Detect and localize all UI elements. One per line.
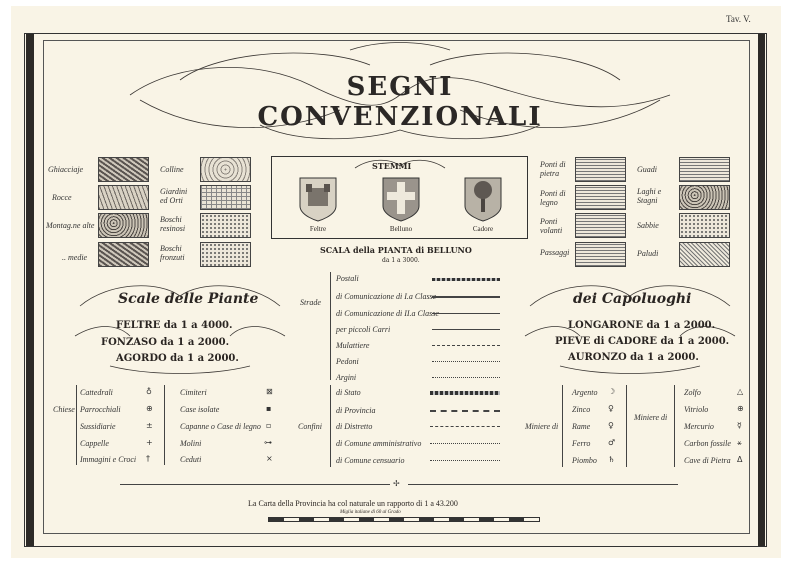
ford-swatch bbox=[679, 157, 730, 182]
terrain-label-rock: Rocce bbox=[52, 193, 72, 202]
chiese-brace bbox=[76, 385, 77, 465]
strada-argini: Argini bbox=[336, 373, 357, 382]
confine-comune-amm-line bbox=[430, 443, 500, 444]
lake-swatch bbox=[679, 185, 730, 210]
mine-vitriolo: Vitriolo bbox=[684, 405, 709, 414]
miniere2-brace bbox=[674, 385, 675, 467]
sand-swatch bbox=[679, 213, 730, 238]
piante-row-agordo: AGORDO da 1 a 2000. bbox=[116, 353, 239, 364]
mine-argento: Argento bbox=[572, 388, 598, 397]
strada-pedoni-line bbox=[432, 361, 500, 362]
piante-row-fonzaso: FONZASO da 1 a 2000. bbox=[101, 337, 230, 348]
mid-mountain-swatch bbox=[98, 242, 149, 267]
confine-stato-line bbox=[430, 391, 500, 395]
vitriol-icon: ⊕ bbox=[737, 404, 744, 413]
cemetery-icon: ⊠ bbox=[266, 387, 273, 396]
strada-prima-classe: di Comunicazione di I.a Classe bbox=[336, 292, 437, 301]
zinc-icon: ♀ bbox=[608, 404, 614, 413]
hill-swatch bbox=[200, 157, 251, 182]
quarry-icon: Δ bbox=[737, 455, 743, 464]
ferry-bridge-swatch bbox=[575, 213, 626, 238]
chiesa-cattedrali: Cattedrali bbox=[80, 388, 113, 397]
wayside-cross-icon: † bbox=[146, 454, 150, 463]
frame-bar-left bbox=[26, 34, 34, 546]
confini-brace bbox=[330, 385, 331, 467]
chiesa-immagini: Immagini e Croci bbox=[80, 455, 137, 464]
building-case-isolate: Case isolate bbox=[180, 405, 220, 414]
piante-row-feltre: FELTRE da 1 a 4000. bbox=[116, 320, 233, 331]
strada-mulattiere: Mulattiere bbox=[336, 341, 370, 350]
footer-rule-left bbox=[120, 484, 390, 485]
terrain-label-passage: Passaggi bbox=[540, 248, 570, 257]
terrain-label-lake: Laghi e Stagni bbox=[637, 187, 662, 205]
strada-seconda-classe: di Comunicazione di II.a Classe bbox=[336, 309, 439, 318]
capoluoghi-row-longarone: LONGARONE da 1 a 2000. bbox=[568, 320, 716, 331]
sulfur-icon: △ bbox=[737, 387, 744, 396]
cathedral-icon: ♁ bbox=[146, 387, 152, 396]
hut-icon: ▫ bbox=[266, 421, 272, 430]
confine-stato: di Stato bbox=[336, 388, 361, 397]
confine-distretto: di Distretto bbox=[336, 422, 373, 431]
mine-mercurio: Mercurio bbox=[684, 422, 714, 431]
rock-swatch bbox=[98, 185, 149, 210]
terrain-label-conifer: Boschi resinosi bbox=[160, 215, 186, 233]
footer-scale-caption: Miglia italiane di 60 al Grado bbox=[340, 510, 401, 515]
miniere2-group-label: Miniere di bbox=[634, 413, 668, 422]
miniere-divider bbox=[626, 385, 627, 467]
leafy-wood-swatch bbox=[200, 242, 251, 267]
mill-icon: ⊶ bbox=[264, 438, 272, 447]
terrain-label-leafy: Boschi fronzuti bbox=[160, 244, 185, 262]
miniere1-group-label: Miniere di bbox=[525, 422, 559, 431]
chiesa-cappelle: Cappelle bbox=[80, 439, 109, 448]
mine-ferro: Ferro bbox=[572, 439, 591, 448]
footer-rule-right bbox=[408, 484, 678, 485]
strade-group-label: Strade bbox=[300, 298, 321, 307]
tree-crest-icon bbox=[463, 176, 503, 222]
iron-icon: ♂ bbox=[608, 438, 616, 447]
building-molini: Molini bbox=[180, 439, 202, 448]
frame-bar-right bbox=[758, 34, 765, 546]
terrain-label-marsh: Paludi bbox=[637, 249, 659, 258]
confine-comune-cens-line bbox=[430, 460, 500, 461]
strada-prima-line bbox=[432, 296, 500, 298]
lead-icon: ♄ bbox=[608, 455, 616, 464]
chiese-divider bbox=[164, 385, 165, 465]
parish-church-icon: ⊕ bbox=[146, 404, 153, 413]
silver-icon: ☽ bbox=[608, 387, 616, 396]
house-icon: ▪ bbox=[266, 404, 272, 413]
mercury-icon: ☿ bbox=[737, 421, 742, 430]
graphic-scale-bar bbox=[268, 517, 540, 522]
footer-scale-note: La Carta della Provincia ha col naturale un rapporto di 1 a 43.200 bbox=[248, 499, 458, 508]
garden-swatch bbox=[200, 185, 251, 210]
stemmi-heading: STEMMI bbox=[372, 161, 412, 171]
strada-seconda-line bbox=[432, 313, 500, 314]
city-scale-ratio: da 1 a 3000. bbox=[382, 257, 420, 264]
city-scale-heading: SCALA della PIANTA di BELLUNO bbox=[320, 245, 472, 255]
mine-carbon: Carbon fossile bbox=[684, 439, 731, 448]
coal-icon: ⚹ bbox=[737, 438, 742, 447]
subsidiary-church-icon: ± bbox=[146, 421, 153, 430]
castle-crest-icon bbox=[298, 176, 338, 222]
terrain-label-wood-bridge: Ponti di legno bbox=[540, 189, 566, 207]
confine-distretto-line bbox=[430, 426, 500, 427]
terrain-label-mid-mountain: .. medie bbox=[62, 253, 88, 262]
chiesa-sussidiarie: Sussidiarie bbox=[80, 422, 116, 431]
chiesa-parrocchiali: Parrocchiali bbox=[80, 405, 121, 414]
stone-bridge-swatch bbox=[575, 157, 626, 182]
strada-piccoli-carri: per piccoli Carri bbox=[336, 325, 391, 334]
strada-postali: Postali bbox=[336, 274, 359, 283]
strada-carri-line bbox=[432, 329, 500, 330]
mine-rame: Rame bbox=[572, 422, 591, 431]
confine-comune-amm: di Comune amministrativo bbox=[336, 439, 422, 448]
mine-cave: Cave di Pietra bbox=[684, 456, 731, 465]
strada-postali-line bbox=[432, 278, 500, 281]
crest-name-belluno: Belluno bbox=[389, 225, 413, 233]
mine-zolfo: Zolfo bbox=[684, 388, 701, 397]
confine-provincia: di Provincia bbox=[336, 406, 376, 415]
terrain-label-garden: Giardini ed Orti bbox=[160, 187, 188, 205]
cross-crest-icon bbox=[381, 176, 421, 222]
capoluoghi-row-auronzo: AURONZO da 1 a 2000. bbox=[568, 352, 699, 363]
mine-piombo: Piombo bbox=[572, 456, 597, 465]
high-mountain-swatch bbox=[98, 213, 149, 238]
miniere1-brace bbox=[562, 385, 563, 467]
terrain-label-ford: Guadi bbox=[637, 165, 657, 174]
wood-bridge-swatch bbox=[575, 185, 626, 210]
confine-provincia-line bbox=[430, 410, 500, 412]
passage-swatch bbox=[575, 242, 626, 267]
terrain-label-high-mountain: Montag.ne alte bbox=[46, 221, 95, 230]
crest-name-feltre: Feltre bbox=[309, 225, 327, 233]
piante-heading: Scale delle Piante bbox=[118, 291, 259, 307]
capoluoghi-heading: dei Capoluoghi bbox=[573, 291, 692, 307]
plate-label: Tav. V. bbox=[726, 14, 751, 24]
terrain-label-sand: Sabbie bbox=[637, 221, 659, 230]
crest-name-cadore: Cadore bbox=[472, 225, 494, 233]
strada-mulattiere-line bbox=[432, 345, 500, 346]
strada-argini-line bbox=[432, 377, 500, 378]
terrain-label-hill: Colline bbox=[160, 165, 184, 174]
terrain-label-ferry-bridge: Ponti volanti bbox=[540, 217, 563, 235]
building-ceduti: Ceduti bbox=[180, 455, 202, 464]
strade-brace bbox=[330, 272, 331, 380]
ceduti-icon: × bbox=[266, 454, 273, 463]
copper-icon: ♀ bbox=[608, 421, 614, 430]
chapel-icon: + bbox=[146, 438, 153, 447]
confini-group-label: Confini bbox=[298, 422, 323, 431]
terrain-label-stone-bridge: Ponti di pietra bbox=[540, 160, 566, 178]
conifer-wood-swatch bbox=[200, 213, 251, 238]
footer-ornament-icon: ✢ bbox=[393, 479, 400, 488]
capoluoghi-row-pieve: PIEVE di CADORE da 1 a 2000. bbox=[555, 336, 730, 347]
terrain-label-glacier: Ghiacciaje bbox=[48, 165, 84, 174]
glacier-swatch bbox=[98, 157, 149, 182]
mine-zinco: Zinco bbox=[572, 405, 591, 414]
building-capanne: Capanne o Case di legno bbox=[180, 422, 261, 431]
confine-comune-cens: di Comune censuario bbox=[336, 456, 405, 465]
strada-pedoni: Pedoni bbox=[336, 357, 359, 366]
chiese-group-label: Chiese bbox=[53, 405, 75, 414]
building-cimiteri: Cimiteri bbox=[180, 388, 207, 397]
map-title: SEGNI CONVENZIONALI bbox=[257, 72, 543, 132]
marsh-swatch bbox=[679, 242, 730, 267]
